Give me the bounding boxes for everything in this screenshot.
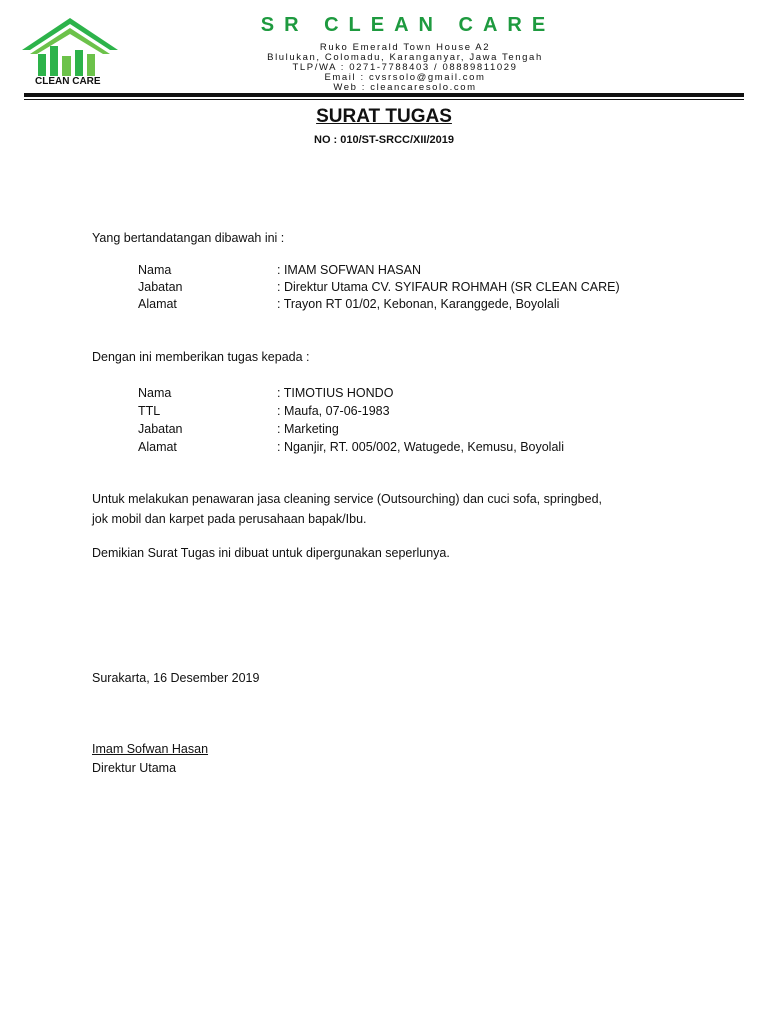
signer-address-label: Alamat (138, 297, 177, 311)
assignee-name-value: : TIMOTIUS HONDO (277, 386, 394, 400)
website-line: Web : cleancaresolo.com (333, 82, 477, 93)
purpose-line-2: jok mobil dan karpet pada perusahaan bapak/Ibu. (92, 512, 367, 526)
assignee-birth-value: : Maufa, 07-06-1983 (277, 404, 390, 418)
closing-text: Demikian Surat Tugas ini dibuat untuk dipergunakan seperlunya. (92, 546, 450, 560)
house-logo-icon (20, 16, 120, 78)
signature-name: Imam Sofwan Hasan (92, 742, 209, 756)
assignee-address-label: Alamat (138, 440, 177, 454)
company-name: SR CLEAN CARE (260, 14, 556, 36)
signer-position-label: Jabatan (138, 280, 183, 294)
assignment-intro: Dengan ini memberikan tugas kepada : (92, 350, 310, 364)
logo-wordmark: CLEAN CARE (35, 76, 101, 87)
assignee-position-value: : Marketing (277, 422, 339, 436)
assignee-position-label: Jabatan (138, 422, 183, 436)
company-logo (20, 16, 120, 94)
address-line: Blulukan, Colomadu, Karanganyar, Jawa Tengah (267, 52, 543, 63)
signature-title: Direktur Utama (92, 761, 177, 775)
signer-address-value: : Trayon RT 01/02, Kebonan, Karanggede, Boyolali (277, 297, 560, 311)
signer-name-label: Nama (138, 263, 172, 277)
signer-position-value: : Direktur Utama CV. SYIFAUR ROHMAH (SR CLEAN CARE) (277, 280, 620, 294)
document-title: SURAT TUGAS (316, 106, 452, 127)
document-number: NO : 010/ST-SRCC/XII/2019 (314, 134, 454, 146)
email-line: Email : cvsrsolo@gmail.com (324, 72, 486, 83)
header-divider-thick (24, 93, 744, 97)
phone-line: TLP/WA : 0271-7788403 / 08889811029 (292, 62, 518, 73)
intro-text: Yang bertandatangan dibawah ini : (92, 231, 285, 245)
address-line: Ruko Emerald Town House A2 (319, 42, 491, 53)
assignee-birth-label: TTL (138, 404, 161, 418)
assignee-name-label: Nama (138, 386, 172, 400)
signer-name-value: : IMAM SOFWAN HASAN (277, 263, 421, 277)
purpose-line-1: Untuk melakukan penawaran jasa cleaning service (Outsourching) dan cuci sofa, springbed, (92, 492, 603, 506)
assignee-address-value: : Nganjir, RT. 005/002, Watugede, Kemusu, Boyolali (277, 440, 564, 454)
place-date: Surakarta, 16 Desember 2019 (92, 671, 260, 685)
header-divider-thin (24, 99, 744, 100)
